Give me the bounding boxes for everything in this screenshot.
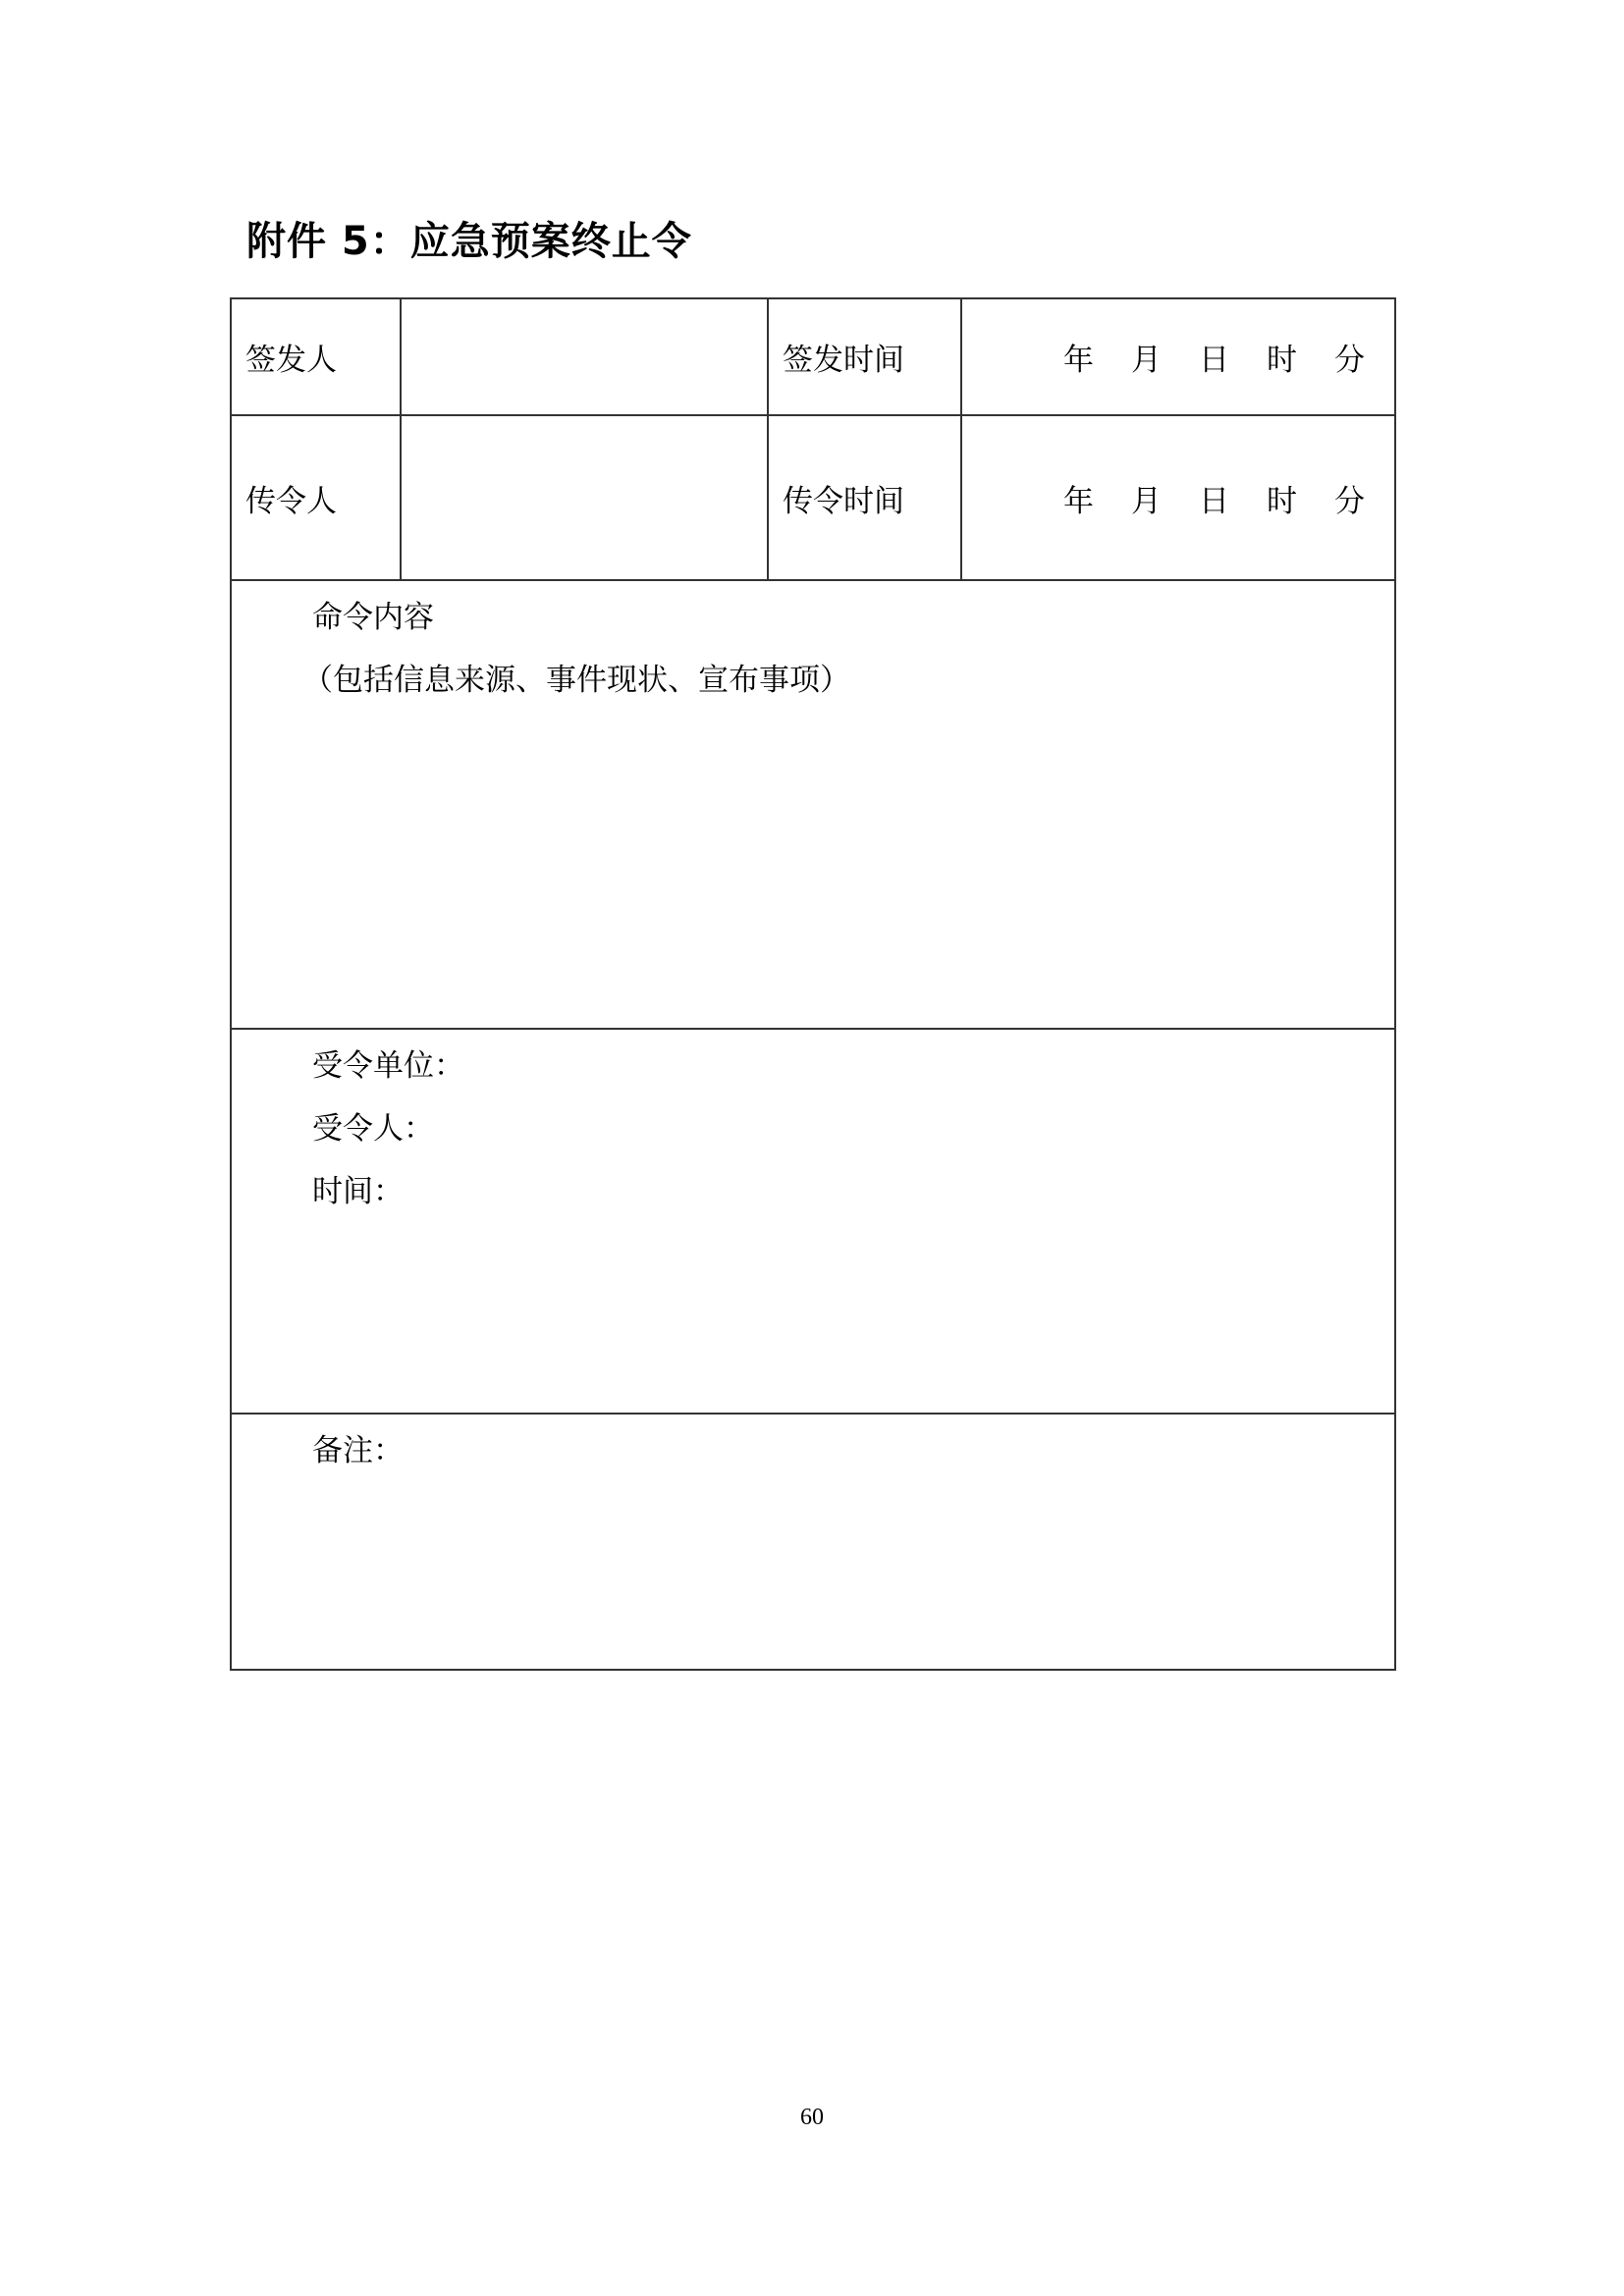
month-unit: 月 — [1131, 343, 1162, 378]
hour-unit: 时 — [1267, 343, 1297, 378]
year-unit: 年 — [1063, 483, 1094, 519]
remarks-label: 备注： — [312, 1433, 404, 1468]
termination-order-form — [230, 297, 1396, 1671]
issue-time-field[interactable] — [961, 298, 1395, 415]
month-unit: 月 — [1131, 483, 1162, 519]
issuer-field[interactable] — [401, 298, 768, 415]
minute-unit: 分 — [1334, 483, 1365, 519]
order-content-row — [231, 580, 1395, 1029]
issuer-row — [231, 298, 1395, 415]
transmitter-row — [231, 415, 1395, 580]
page-number: 60 — [800, 2105, 824, 2130]
receiving-unit-label: 受令单位： — [312, 1048, 464, 1084]
receipt-row — [231, 1029, 1395, 1414]
year-unit: 年 — [1063, 343, 1094, 378]
receipt-time-label: 时间： — [312, 1174, 404, 1209]
receiver-label: 受令人： — [312, 1111, 434, 1147]
issue-time-label: 签发时间 — [768, 298, 961, 415]
minute-unit: 分 — [1334, 343, 1365, 378]
issuer-label: 签发人 — [231, 298, 401, 415]
remarks-row — [231, 1414, 1395, 1670]
receipt-field[interactable] — [231, 1029, 1395, 1414]
remarks-field[interactable] — [231, 1414, 1395, 1670]
transmit-time-field[interactable] — [961, 415, 1395, 580]
transmitter-field[interactable] — [401, 415, 768, 580]
transmit-time-label: 传令时间 — [768, 415, 961, 580]
order-content-field[interactable] — [231, 580, 1395, 1029]
order-content-label: 命令内容 — [312, 600, 434, 635]
order-content-hint: （包括信息来源、事件现状、宣布事项） — [302, 663, 850, 698]
day-unit: 日 — [1199, 343, 1229, 378]
day-unit: 日 — [1199, 483, 1229, 519]
page-title: 附件 5：应急预案终止令 — [246, 219, 692, 264]
hour-unit: 时 — [1267, 483, 1297, 519]
transmitter-label: 传令人 — [231, 415, 401, 580]
